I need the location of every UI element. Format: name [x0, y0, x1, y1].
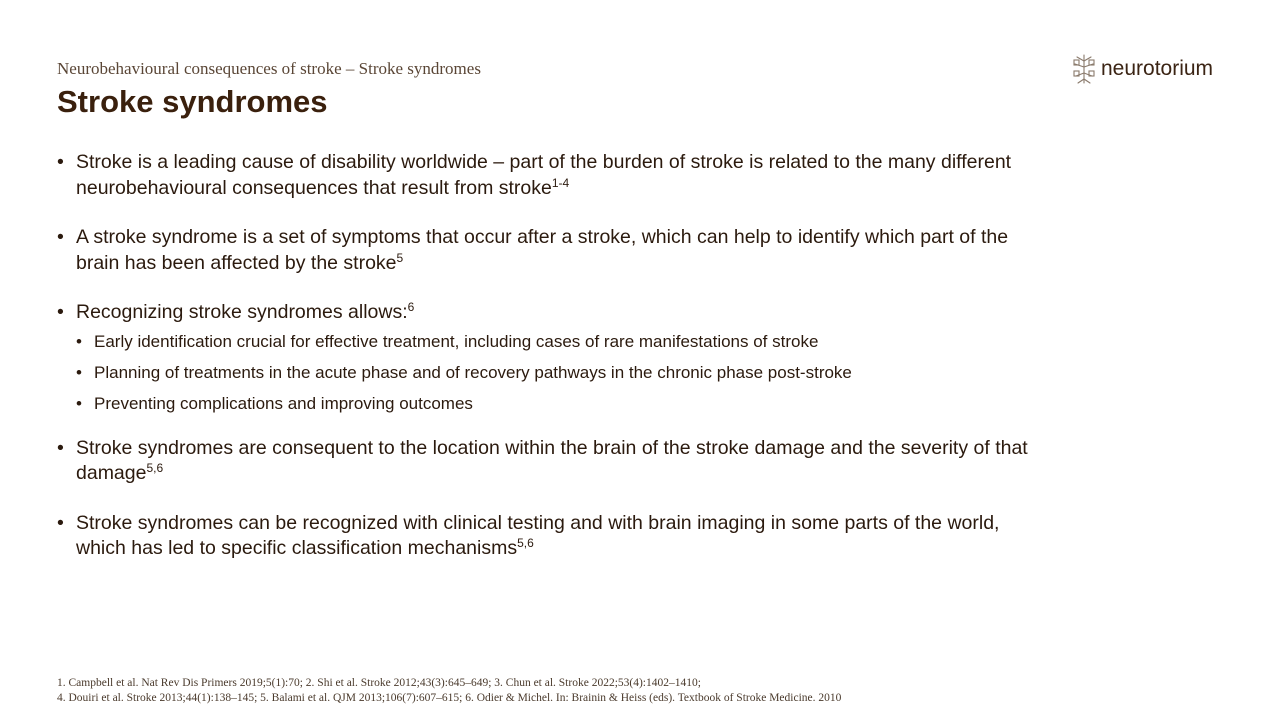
bullet-item: [57, 150, 1047, 201]
sub-bullet-item: • Planning of treatments in the acute phase and of recovery pathways in the chronic phase post-stroke: [76, 362, 1047, 383]
bullet-item: [57, 225, 1047, 276]
bullet-text: Recognizing stroke syndromes allows:: [76, 301, 408, 323]
bullet-item: [57, 300, 1047, 414]
reference-line: 4. Douiri et al. Stroke 2013;44(1):138–145; 5. Balami et al. QJM 2013;106(7):607–615; 6. Odier & Michel. In: Brainin & Heiss (eds). Textbook of Stroke Medicine. 2010: [57, 691, 842, 704]
bullet-item: [57, 511, 1047, 562]
references: [57, 676, 841, 705]
reference-line: 1. Campbell et al. Nat Rev Dis Primers 2019;5(1):70; 2. Shi et al. Stroke 2012;43(3):645–649; 3. Chun et al. Stroke 2022;53(4):1402–1410;: [57, 677, 701, 689]
citation: 1-4: [551, 175, 570, 190]
bullet-text: Stroke syndromes are consequent to the location within the brain of the stroke damage and the severity of that damage: [76, 436, 1028, 484]
citation: 5,6: [517, 536, 534, 550]
bullet-text: A stroke syndrome is a set of symptoms that occur after a stroke, which can help to identify which part of the brain has been affected by the stroke: [76, 226, 1009, 274]
sub-bullet-list: [76, 331, 1047, 414]
logo-text: neurotorium: [1101, 57, 1214, 80]
citation: 5: [396, 250, 404, 265]
sub-bullet-item: • Preventing complications and improving outcomes: [76, 393, 1047, 414]
bullet-list: [57, 150, 1047, 562]
bullet-text: Stroke syndromes can be recognized with clinical testing and with brain imaging in some parts of the world, which has led to specific classification mechanisms: [76, 511, 1000, 559]
neuron-glyph-icon: [1071, 53, 1097, 85]
bullet-text: Stroke is a leading cause of disability worldwide – part of the burden of stroke is related to the many different neurobehavioural consequences that result from stroke: [76, 151, 1012, 199]
citation: 6: [407, 300, 415, 314]
neurotorium-logo[interactable]: [1071, 53, 1213, 85]
bullet-item: [57, 436, 1047, 487]
slide-subtitle: Neurobehavioural consequences of stroke – Stroke syndromes: [57, 59, 481, 78]
sub-bullet-item: • Early identification crucial for effective treatment, including cases of rare manifestations of stroke: [76, 331, 1047, 352]
slide-title: Stroke syndromes: [57, 84, 328, 119]
citation: 5,6: [146, 461, 164, 475]
